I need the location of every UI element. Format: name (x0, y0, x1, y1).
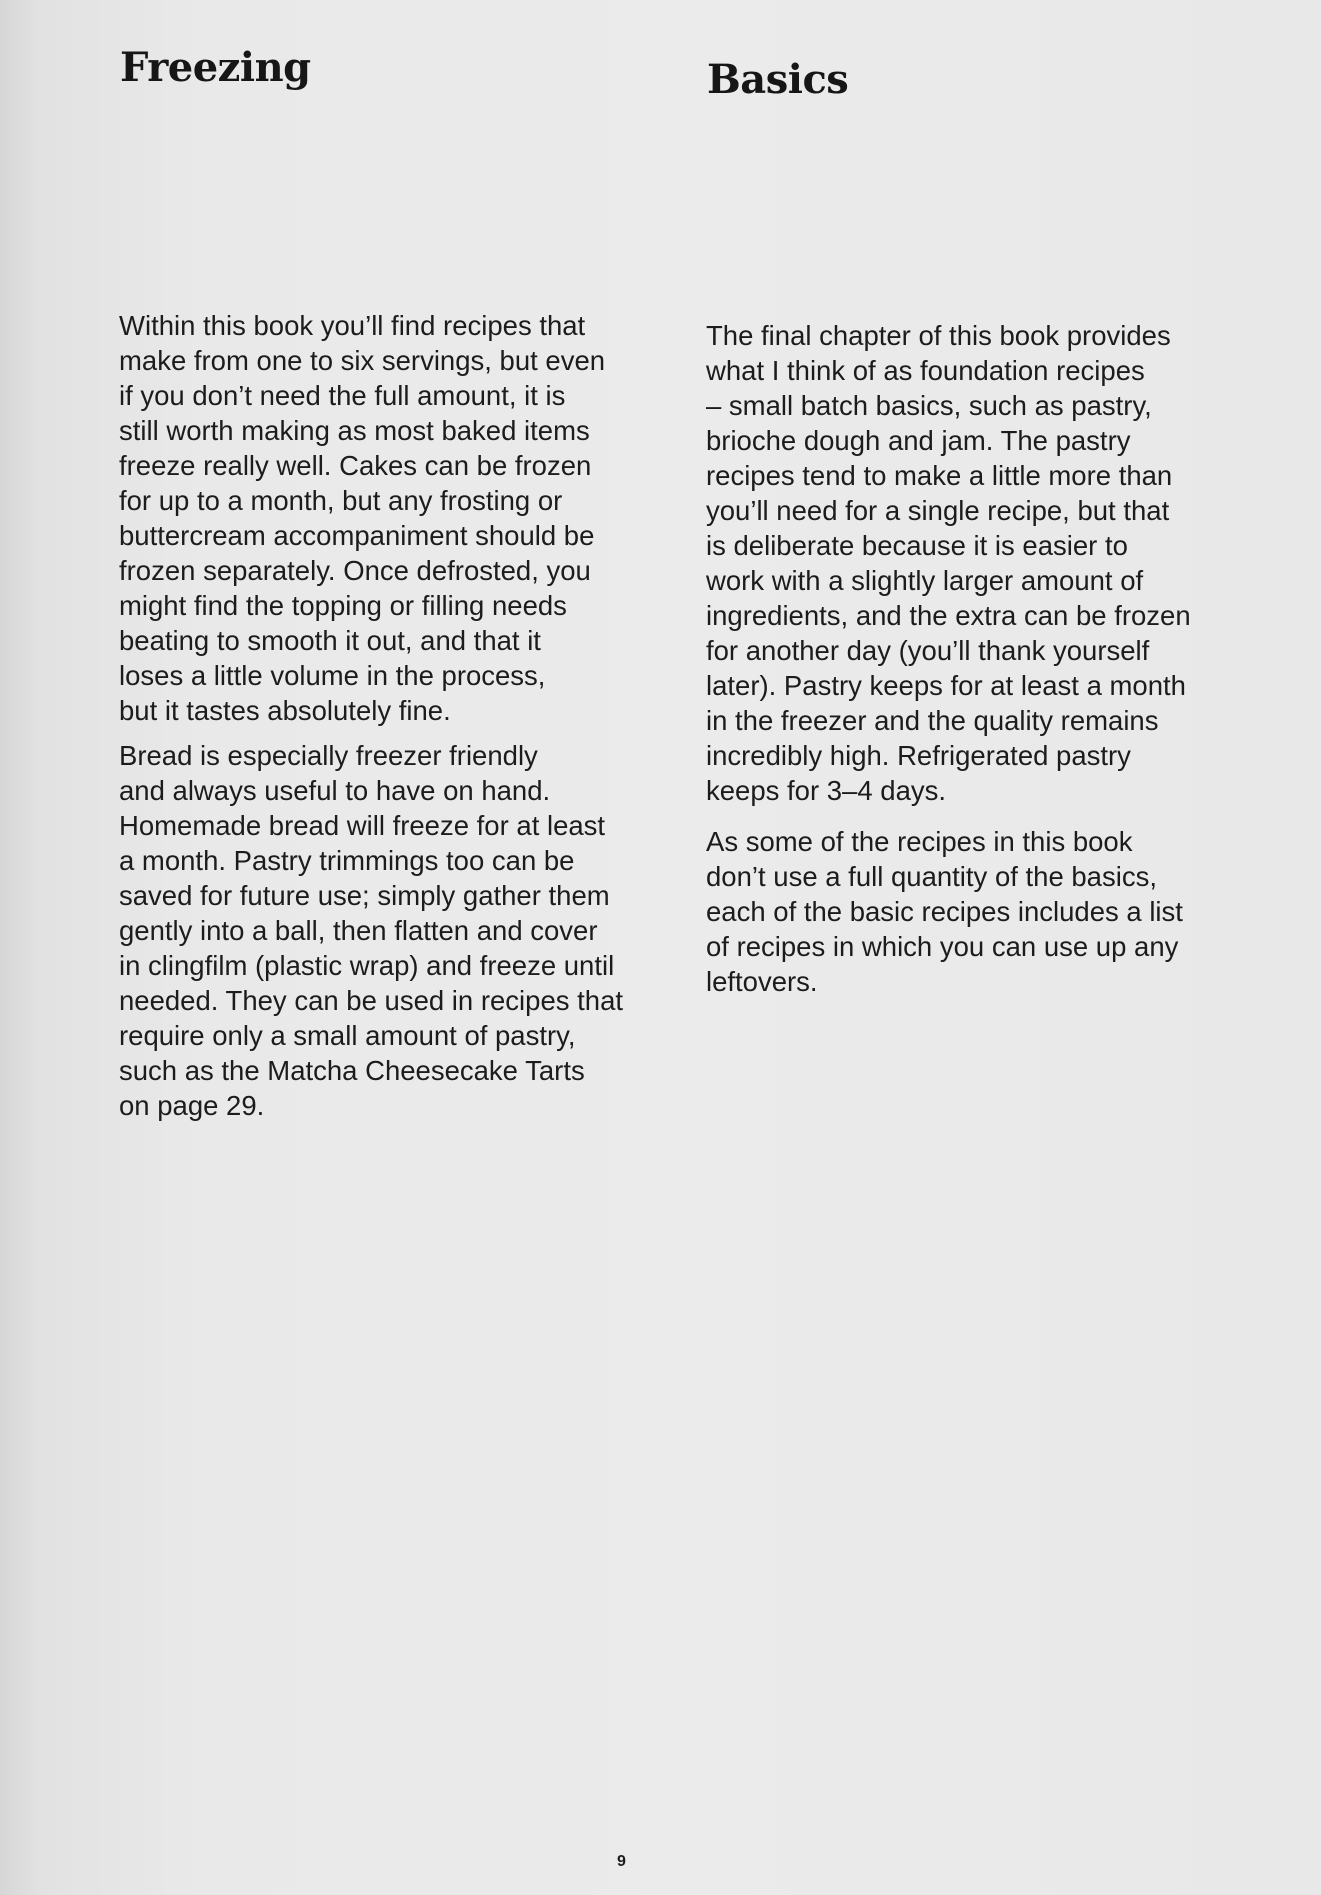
text-line: recipes tend to make a little more than (706, 460, 1173, 491)
basics-paragraph-1 (706, 318, 1191, 808)
text-line: needed. They can be used in recipes that (119, 985, 624, 1016)
text-line: Within this book you’ll find recipes that (119, 310, 586, 341)
heading-freezing: Freezing (120, 44, 311, 91)
text-line: if you don’t need the full amount, it is (119, 380, 566, 411)
basics-column (706, 318, 1191, 999)
page-number: 9 (617, 1853, 626, 1870)
text-line: still worth making as most baked items (119, 415, 590, 446)
freezing-paragraph-2 (119, 738, 623, 1123)
text-line: freeze really well. Cakes can be frozen (119, 450, 592, 481)
text-line: make from one to six servings, but even (119, 345, 606, 376)
text-line: in the freezer and the quality remains (706, 705, 1159, 736)
text-line: what I think of as foundation recipes (706, 355, 1145, 386)
text-line: saved for future use; simply gather them (119, 880, 610, 911)
freezing-paragraph-1 (119, 308, 623, 728)
text-line: require only a small amount of pastry, (119, 1020, 576, 1051)
text-line: each of the basic recipes includes a list (706, 896, 1183, 927)
text-line: brioche dough and jam. The pastry (706, 425, 1131, 456)
freezing-column (119, 308, 623, 1123)
text-line: buttercream accompaniment should be (119, 520, 595, 551)
text-line: of recipes in which you can use up any (706, 931, 1179, 962)
text-line: – small batch basics, such as pastry, (706, 390, 1152, 421)
text-line: gently into a ball, then flatten and cover (119, 915, 598, 946)
text-line: in clingfilm (plastic wrap) and freeze until (119, 950, 615, 981)
text-line: a month. Pastry trimmings too can be (119, 845, 575, 876)
text-line: for up to a month, but any frosting or (119, 485, 563, 516)
text-line: don’t use a full quantity of the basics, (706, 861, 1157, 892)
text-line: ingredients, and the extra can be frozen (706, 600, 1191, 631)
text-line: such as the Matcha Cheesecake Tarts (119, 1055, 585, 1086)
text-line: beating to smooth it out, and that it (119, 625, 541, 656)
text-line: is deliberate because it is easier to (706, 530, 1128, 561)
text-line: on page 29. (119, 1090, 265, 1121)
heading-basics: Basics (707, 56, 849, 103)
text-line: The final chapter of this book provides (706, 320, 1171, 351)
text-line: later). Pastry keeps for at least a month (706, 670, 1186, 701)
text-line: leftovers. (706, 966, 818, 997)
text-line: keeps for 3–4 days. (706, 775, 947, 806)
text-line: As some of the recipes in this book (706, 826, 1133, 857)
text-line: Homemade bread will freeze for at least (119, 810, 606, 841)
text-line: work with a slightly larger amount of (706, 565, 1144, 596)
text-line: for another day (you’ll thank yourself (706, 635, 1150, 666)
basics-paragraph-2 (706, 824, 1191, 999)
text-line: loses a little volume in the process, (119, 660, 546, 691)
text-line: might find the topping or filling needs (119, 590, 567, 621)
text-line: incredibly high. Refrigerated pastry (706, 740, 1131, 771)
text-line: but it tastes absolutely fine. (119, 695, 451, 726)
text-line: you’ll need for a single recipe, but that (706, 495, 1170, 526)
text-line: frozen separately. Once defrosted, you (119, 555, 591, 586)
text-line: and always useful to have on hand. (119, 775, 551, 806)
text-line: Bread is especially freezer friendly (119, 740, 538, 771)
